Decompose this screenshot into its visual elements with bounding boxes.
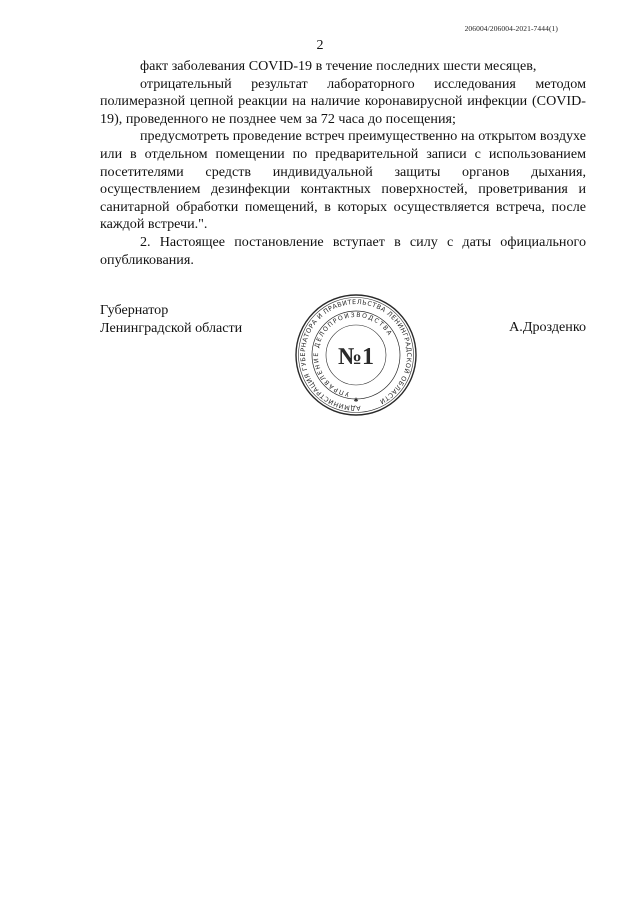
seal-stamp-graphic xyxy=(294,293,418,417)
page-number: 2 xyxy=(316,38,324,53)
paragraph-covid-history: факт заболевания COVID-19 в течение последних шести месяцев, xyxy=(140,58,537,74)
signatory-position-title: Губернатор xyxy=(100,302,169,318)
document-body xyxy=(100,58,586,269)
signatory-position xyxy=(100,302,242,337)
seal-inner-text: УПРАВЛЕНИЕ ДЕЛОПРОИЗВОДСТВА xyxy=(312,311,394,398)
signatory-name: А.Дрозденко xyxy=(509,319,586,335)
signatory-position-region: Ленинградской области xyxy=(100,319,243,336)
paragraph-effective-date: 2. Настоящее постановление вступает в силу с даты официального опубликования. xyxy=(100,233,586,268)
seal-star-icon: ✱ xyxy=(353,397,359,404)
seal-outer-text: АДМИНИСТРАЦИЯ ГУБЕРНАТОРА И ПРАВИТЕЛЬСТВА ЛЕНИНГРАДСКОЙ ОБЛАСТИ xyxy=(298,297,414,413)
document-registration-number: 206004/206004-2021-7444(1) xyxy=(464,24,558,33)
official-seal xyxy=(294,293,418,417)
seal-center-number: №1 xyxy=(337,344,375,370)
paragraph-pcr-test: отрицательный результат лабораторного исследования методом полимеразной цепной реакции на наличие коронавирусной инфекции (COVID-19), проведенного не позднее чем за 72 часа до посещения; xyxy=(100,75,586,127)
paragraph-meeting-conditions: предусмотреть проведение встреч преимущественно на открытом воздухе или в отдельном помещении по предварительной записи с использованием посетителями средств индивидуальной защиты органов дыхания, осуществлением дезинфекции контактных поверхностей, проветривания и санитарной обработки помещений, в которых осуществляется встреча, после каждой встречи.". xyxy=(100,128,586,233)
